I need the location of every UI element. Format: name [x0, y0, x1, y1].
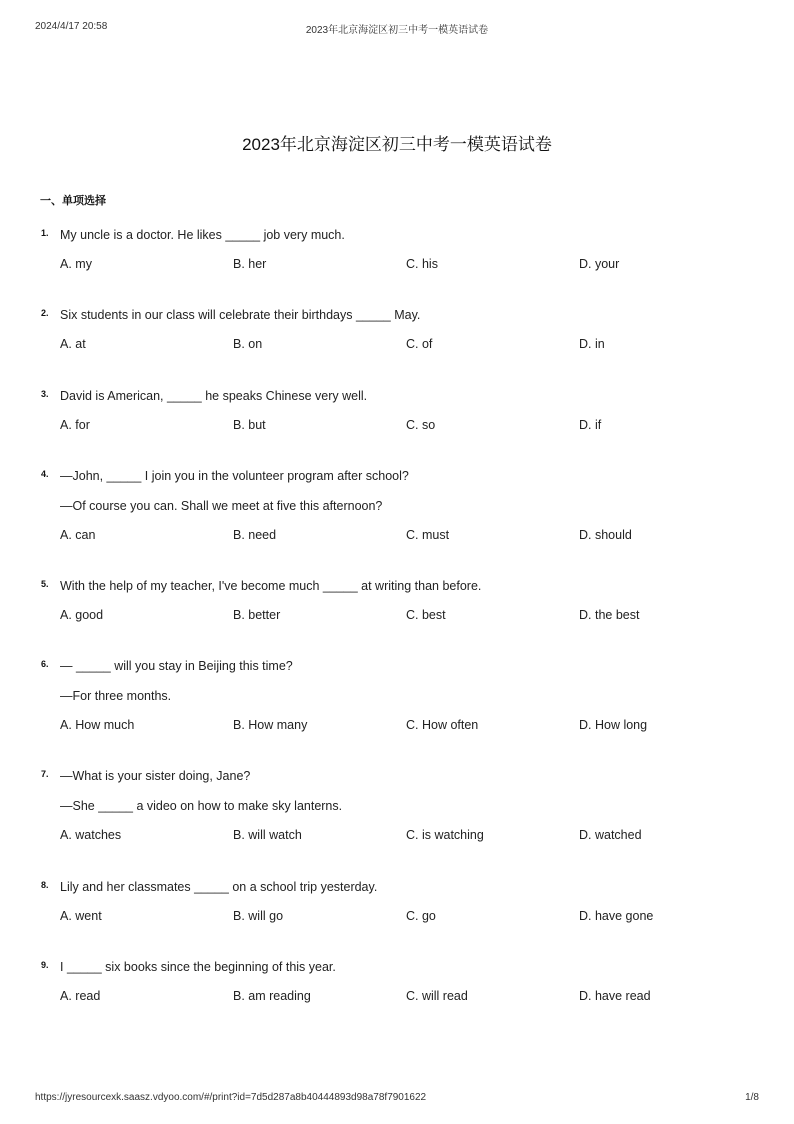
question-text: —John, _____ I join you in the volunteer program after school?: [60, 469, 409, 483]
answer-option: B. will watch: [233, 828, 302, 842]
question-text: I _____ six books since the beginning of this year.: [60, 960, 336, 974]
answer-option: C. of: [406, 337, 433, 351]
answer-option: D. How long: [579, 718, 648, 732]
answer-option: C. so: [406, 418, 436, 432]
answer-option: B. will go: [233, 909, 284, 923]
question-number: 4.: [41, 469, 49, 479]
answer-option: C. must: [406, 528, 450, 542]
answer-option: A. my: [60, 257, 92, 271]
answer-option: A. watches: [60, 828, 122, 842]
answer-option: B. on: [233, 337, 263, 351]
section-heading: 一、单项选择: [40, 195, 106, 207]
answer-option: B. better: [233, 608, 281, 622]
question-text: —For three months.: [60, 689, 172, 703]
header-datetime: 2024/4/17 20:58: [35, 21, 108, 32]
answer-option: D. your: [579, 257, 620, 271]
answer-option: D. have gone: [579, 909, 654, 923]
answer-option: A. can: [60, 528, 96, 542]
answer-option: B. her: [233, 257, 267, 271]
question-text: —She _____ a video on how to make sky lanterns.: [60, 799, 343, 813]
answer-option: D. have read: [579, 989, 651, 1003]
question-number: 5.: [41, 579, 49, 589]
answer-option: A. went: [60, 909, 102, 923]
answer-option: B. need: [233, 528, 277, 542]
question-text: —Of course you can. Shall we meet at five this afternoon?: [60, 499, 383, 513]
question-text: With the help of my teacher, I've become much _____ at writing than before.: [60, 579, 482, 593]
answer-option: C. will read: [406, 989, 468, 1003]
answer-option: A. for: [60, 418, 90, 432]
footer-page-number: 1/8: [745, 1092, 759, 1103]
question-text: —What is your sister doing, Jane?: [60, 769, 251, 783]
answer-option: C. best: [406, 608, 446, 622]
question-number: 9.: [41, 960, 49, 970]
answer-option: C. How often: [406, 718, 479, 732]
question-number: 7.: [41, 769, 49, 779]
answer-option: A. good: [60, 608, 104, 622]
page-title: 2023年北京海淀区初三中考一模英语试卷: [242, 135, 552, 154]
answer-option: D. watched: [579, 828, 642, 842]
answer-option: A. at: [60, 337, 86, 351]
answer-option: D. in: [579, 337, 605, 351]
answer-option: C. his: [406, 257, 438, 271]
question-text: My uncle is a doctor. He likes _____ job very much.: [60, 228, 345, 242]
question-number: 6.: [41, 659, 49, 669]
answer-option: C. go: [406, 909, 436, 923]
question-text: Six students in our class will celebrate their birthdays _____ May.: [60, 308, 421, 322]
question-text: — _____ will you stay in Beijing this time?: [60, 659, 293, 673]
answer-option: B. but: [233, 418, 266, 432]
answer-option: B. am reading: [233, 989, 311, 1003]
answer-option: D. should: [579, 528, 632, 542]
question-number: 3.: [41, 389, 49, 399]
question-text: David is American, _____ he speaks Chinese very well.: [60, 389, 368, 403]
answer-option: D. if: [579, 418, 602, 432]
question-number: 1.: [41, 228, 49, 238]
question-number: 8.: [41, 880, 49, 890]
question-number: 2.: [41, 308, 49, 318]
answer-option: A. How much: [60, 718, 135, 732]
header-doc-title: 2023年北京海淀区初三中考一模英语试卷: [305, 25, 489, 36]
answer-option: C. is watching: [406, 828, 484, 842]
question-text: Lily and her classmates _____ on a school trip yesterday.: [60, 880, 378, 894]
footer-url: https://jyresourcexk.saasz.vdyoo.com/#/print?id=7d5d287a8b40444893d98a78f7901622: [35, 1092, 427, 1103]
answer-option: A. read: [60, 989, 101, 1003]
answer-option: D. the best: [579, 608, 640, 622]
answer-option: B. How many: [233, 718, 308, 732]
